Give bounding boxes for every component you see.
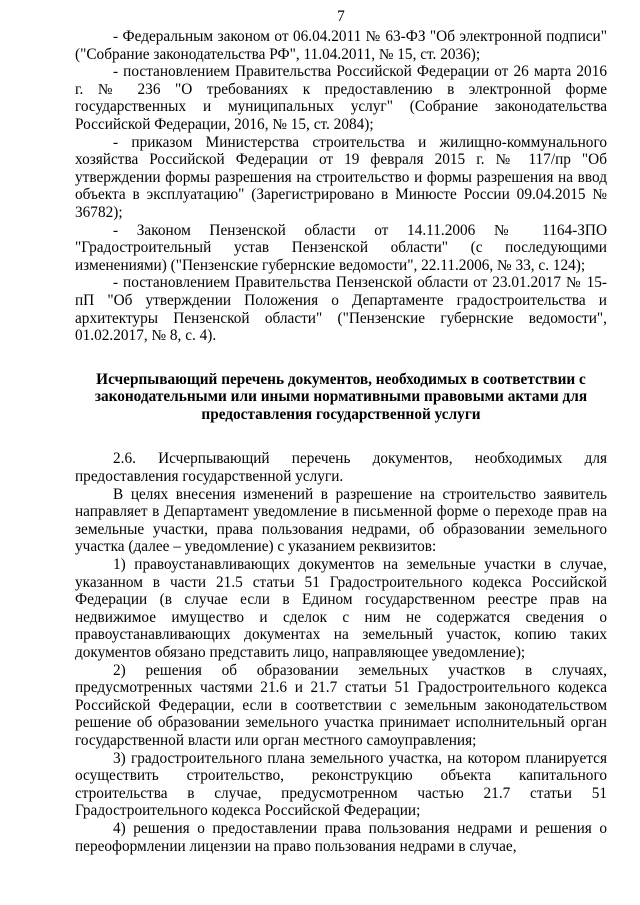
legal-basis-item: - Федеральным законом от 06.04.2011 № 63-ФЗ "Об электронной подписи" ("Собрание законодательства РФ", 11.04.2011, № 15, ст. 2036); — [75, 28, 607, 63]
legal-basis-item: - приказом Министерства строительства и жилищно-коммунального хозяйства Российской Федерации от 19 февраля 2015 г. № 117/пр "Об утверждении формы разрешения на строительство и формы разрешения на ввод объекта в эксплуатацию" (Зарегистрировано в Минюсте России 09.04.2015 № 36782); — [75, 133, 607, 221]
page-number: 7 — [337, 8, 345, 25]
section-paragraph: 1) правоустанавливающих документов на земельные участки в случае, указанном в части 21.5 статьи 51 Градостроительного кодекса Российской Федерации (в случае если в Едином государственном реестре прав на недвижимое имущество и сделок с ним не содержатся сведения о правоустанавливающих документах на земельный участок, копию таких документов обязано представить лицо, направляющее уведомление); — [75, 556, 607, 661]
section-paragraph: 3) градостроительного плана земельного участка, на котором планируется осуществить строительство, реконструкцию объекта капитального строительства в случае, предусмотренном частью 21.7 статьи 51 Градостроительного кодекса Российской Федерации; — [75, 749, 607, 820]
document-page — [75, 8, 607, 855]
legal-basis-list — [75, 28, 607, 345]
section-paragraph: В целях внесения изменений в разрешение на строительство заявитель направляет в Департамент уведомление в письменной форме о переходе прав на земельные участки, права пользования недрами, об образовании земельного участка (далее – уведомление) с указанием реквизитов: — [75, 485, 607, 556]
section-body — [75, 450, 607, 855]
section-paragraph: 2.6. Исчерпывающий перечень документов, необходимых для предоставления государственной услуги. — [75, 450, 607, 486]
legal-basis-item: - постановлением Правительства Российской Федерации от 26 марта 2016 г. № 236 "О требованиях к предоставлению в электронной форме государственных и муниципальных услуг" (Собрание законодательства Российской Федерации, 2016, № 15, ст. 2084); — [75, 63, 607, 133]
legal-basis-item: - Законом Пензенской области от 14.11.2006 № 1164-ЗПО "Градостроительный устав Пензенской области" (с последующими изменениями) ("Пензенские губернские ведомости", 22.11.2006, № 33, с. 124); — [75, 221, 607, 274]
section-paragraph: 4) решения о предоставлении права пользования недрами и решения о переоформлении лицензии на право пользования недрами в случае, — [75, 819, 607, 855]
legal-basis-item: - постановлением Правительства Пензенской области от 23.01.2017 № 15-пП "Об утверждении Положения о Департаменте градостроительства и архитектуры Пензенской области" ("Пензенские губернские ведомости", 01.02.2017, № 8, с. 4). — [75, 274, 607, 345]
section-paragraph: 2) решения об образовании земельных участков в случаях, предусмотренных частями 21.6 и 21.7 статьи 51 Градостроительного кодекса Российской Федерации, если в соответствии с земельным законодательством решение об образовании земельного участка принимает исполнительный орган государственной власти или орган местного самоуправления; — [75, 661, 607, 749]
section-heading: Исчерпывающий перечень документов, необходимых в соответствии с законодательными или иными нормативными правовыми актами для предоставления государственной услуги — [94, 370, 588, 423]
